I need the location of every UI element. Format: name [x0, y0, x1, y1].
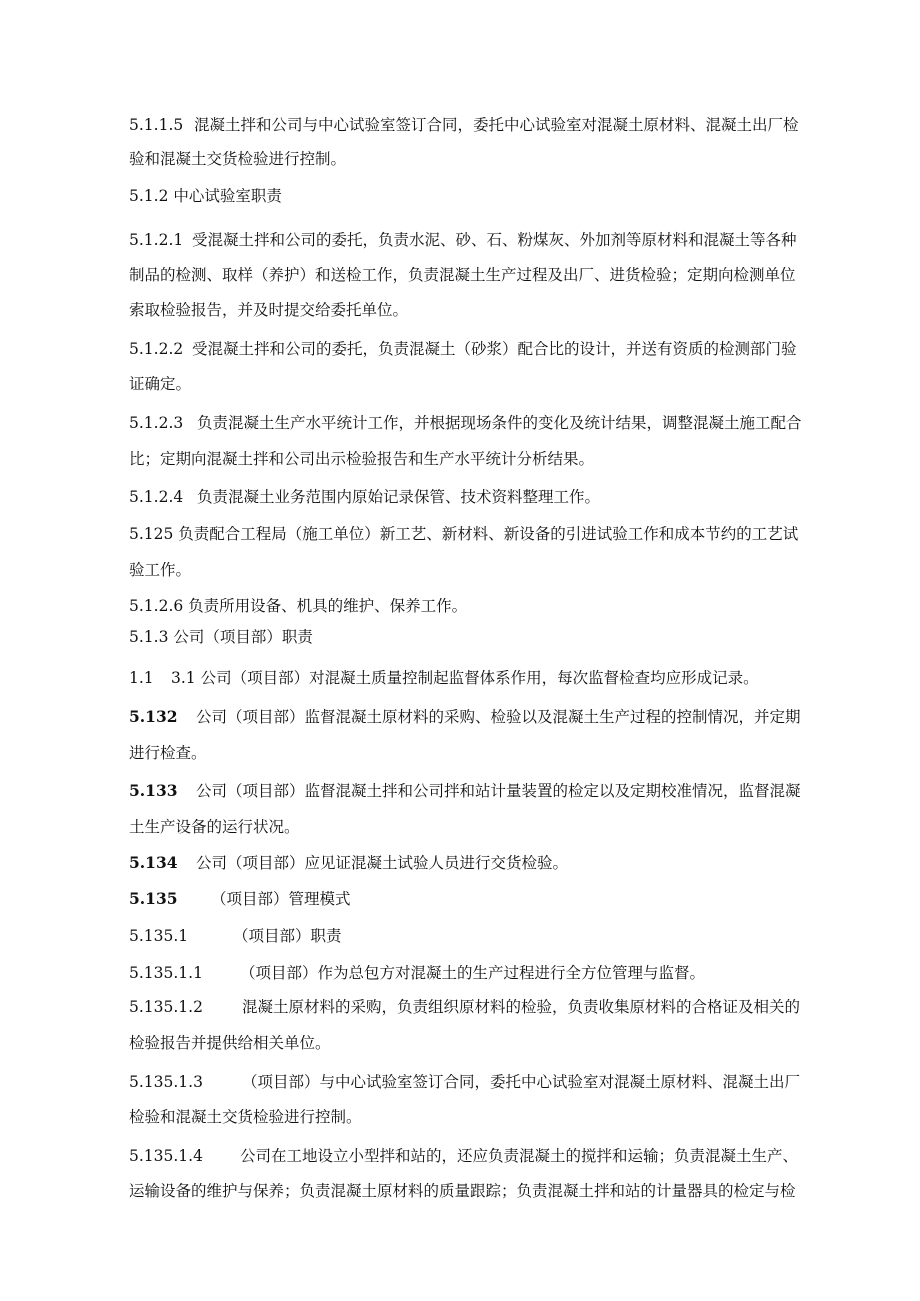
paragraph-number: 5.135.1 [129, 927, 189, 945]
paragraph-line: 5.133 公司（项目部）监督混凝土拌和公司拌和站计量装置的检定以及定期校准情况，监督混凝 [129, 781, 801, 800]
paragraph-line: 5.1.2.3 负责混凝土生产水平统计工作，并根据现场条件的变化及统计结果，调整混凝土施工配合 [129, 414, 802, 432]
paragraph-line: 索取检验报告，并及时提交给委托单位。 [129, 301, 409, 319]
paragraph-number: 5.135.1.4 [129, 1147, 203, 1165]
paragraph-number: 5.135.1.3 [129, 1073, 203, 1091]
paragraph-line: 5.1.2.4 负责混凝土业务范围内原始记录保管、技术资料整理工作。 [129, 488, 601, 506]
paragraph-number: 5.1.2.1 [129, 231, 184, 249]
paragraph-number: 1.1 [129, 669, 154, 687]
paragraph-line: 5.132 公司（项目部）监督混凝土原材料的采购、检验以及混凝土生产过程的控制情况，并定期 [129, 707, 801, 726]
paragraph-line: 5.1.2.1 受混凝土拌和公司的委托，负责水泥、砂、石、粉煤灰、外加剂等原材料和混凝土等各种 [129, 231, 797, 249]
paragraph-line: 1.1 3.1 公司（项目部）对混凝土质量控制起监督体系作用，每次监督检查均应形成记录。 [129, 669, 759, 687]
paragraph-line: 5.135.1.2 混凝土原材料的采购，负责组织原材料的检验，负责收集原材料的合格证及相关的 [129, 998, 801, 1016]
paragraph-line: 5.134 公司（项目部）应见证混凝土试验人员进行交货检验。 [129, 853, 569, 872]
paragraph-line: 5.135.1 （项目部）职责 [129, 927, 342, 945]
paragraph-line: 验和混凝土交货检验进行控制。 [129, 150, 347, 168]
paragraph-number: 5.1.2.3 [129, 414, 184, 432]
paragraph-number: 5.1.2.4 [129, 488, 184, 506]
paragraph-line: 5.135 （项目部）管理模式 [129, 889, 351, 908]
section-heading: 5.1.2 中心试验室职责 [129, 187, 282, 205]
paragraph-line: 运输设备的维护与保养；负责混凝土原材料的质量跟踪；负责混凝土拌和站的计量器具的检定与检 [129, 1182, 796, 1200]
paragraph-line: 验工作。 [129, 561, 192, 579]
paragraph-number: 5.1.2.2 [129, 340, 184, 358]
paragraph-line: 制品的检测、取样（养护）和送检工作，负责混凝土生产过程及出厂、进货检验；定期向检测单位 [129, 266, 796, 284]
paragraph-line: 5.1.2.6 负责所用设备、机具的维护、保养工作。 [129, 597, 468, 615]
paragraph-line: 检验和混凝土交货检验进行控制。 [129, 1108, 362, 1126]
paragraph-line: 5.125 负责配合工程局（施工单位）新工艺、新材料、新设备的引进试验工作和成本节约的工艺试 [129, 525, 799, 543]
paragraph-number: 5.135.1.1 [129, 964, 203, 982]
paragraph-number: 5.135 [129, 889, 178, 908]
paragraph-number: 5.133 [129, 781, 178, 800]
paragraph-line: 5.135.1.4 公司在工地设立小型拌和站的，还应负责混凝土的搅拌和运输；负责混凝土生产、 [129, 1147, 799, 1165]
paragraph-line: 5.135.1.3 （项目部）与中心试验室签订合同，委托中心试验室对混凝土原材料、混凝土出厂 [129, 1073, 801, 1091]
paragraph-line: 进行检查。 [129, 744, 207, 762]
paragraph-number: 5.134 [129, 853, 178, 872]
paragraph-number: 5.132 [129, 707, 178, 726]
paragraph-line: 5.135.1.1 （项目部）作为总包方对混凝土的生产过程进行全方位管理与监督。 [129, 964, 706, 982]
paragraph-number: 5.135.1.2 [129, 998, 203, 1016]
paragraph-line: 比；定期向混凝土拌和公司出示检验报告和生产水平统计分析结果。 [129, 450, 595, 468]
paragraph-line: 检验报告并提供给相关单位。 [129, 1034, 331, 1052]
paragraph-line: 5.1.1.5 混凝土拌和公司与中心试验室签订合同，委托中心试验室对混凝土原材料、混凝土出厂检 [129, 116, 799, 134]
paragraph-line: 土生产设备的运行状况。 [129, 818, 300, 836]
paragraph-line: 5.1.2.2 受混凝土拌和公司的委托，负责混凝土（砂浆）配合比的设计，并送有资质的检测部门验 [129, 340, 797, 358]
section-heading: 5.1.3 公司（项目部）职责 [129, 628, 313, 646]
paragraph-line: 证确定。 [129, 375, 192, 393]
paragraph-number: 5.1.1.5 [129, 116, 184, 134]
